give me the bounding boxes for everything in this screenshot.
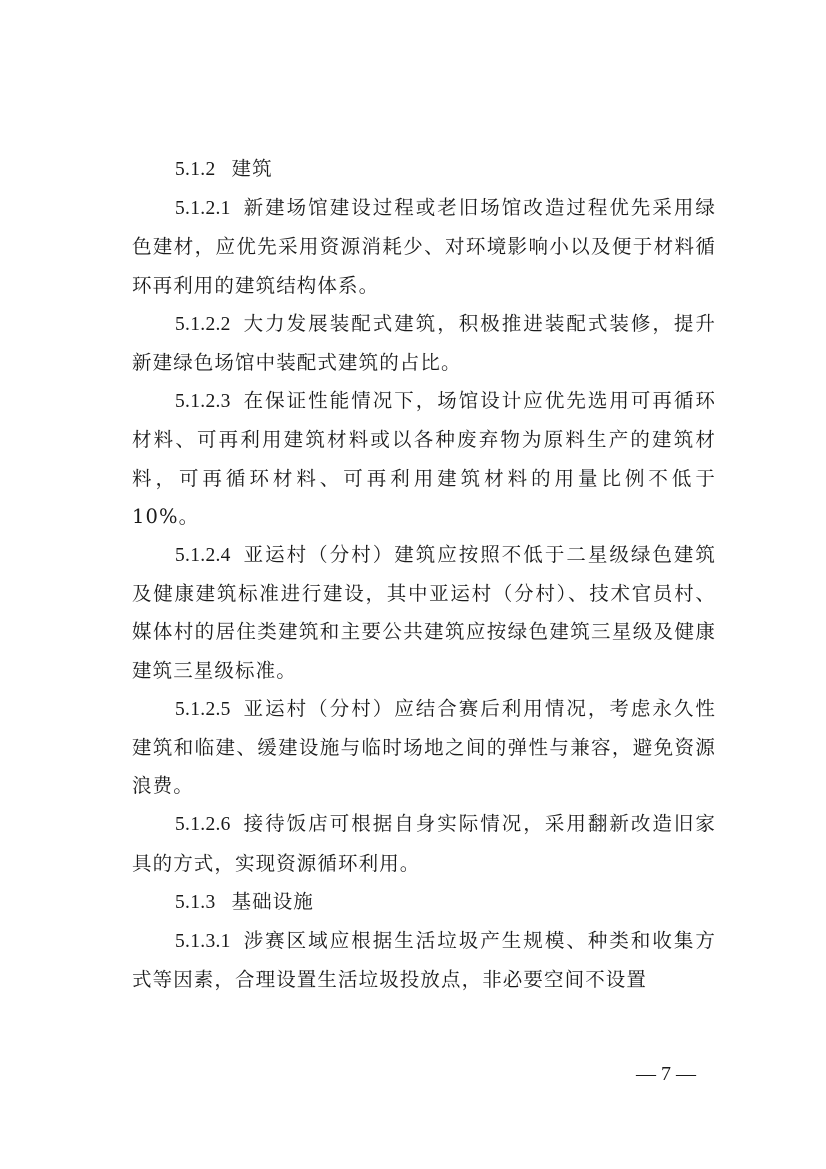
clause-text: 在保证性能情况下，场馆设计应优先选用可再循环材料、可再利用建筑材料或以各种废弃物为原料生产的建筑材料，可再循环材料、可再利用建筑材料的用量比例不低于 10%。 — [132, 389, 716, 528]
clause-number: 5.1.3.1 — [175, 931, 231, 953]
clause-5-1-3-1 — [132, 922, 716, 999]
clause-5-1-2-4 — [132, 536, 716, 690]
clause-number: 5.1.2.6 — [175, 814, 231, 836]
clause-5-1-2-2 — [132, 305, 716, 382]
section-number: 5.1.2 — [175, 159, 216, 180]
clause-text: 新建场馆建设过程或老旧场馆改造过程优先采用绿色建材，应优先采用资源消耗少、对环境影响小以及便于材料循环再利用的建筑结构体系。 — [132, 196, 716, 297]
clause-number: 5.1.2.4 — [175, 545, 231, 567]
clause-5-1-2-5 — [132, 690, 716, 806]
clause-number: 5.1.2.5 — [175, 698, 231, 720]
clause-text: 接待饭店可根据自身实际情况，采用翻新改造旧家具的方式，实现资源循环利用。 — [132, 812, 716, 875]
document-body — [132, 150, 716, 999]
section-title: 基础设施 — [231, 889, 314, 913]
clause-5-1-2-1 — [132, 189, 716, 305]
clause-5-1-2-6 — [132, 805, 716, 882]
clause-text: 涉赛区域应根据生活垃圾产生规模、种类和收集方式等因素，合理设置生活垃圾投放点，非必要空间不设置 — [132, 929, 716, 992]
section-heading-5-1-3 — [132, 883, 716, 922]
section-title: 建筑 — [231, 157, 273, 180]
clause-number: 5.1.2.2 — [175, 313, 231, 335]
clause-text: 亚运村（分村）建筑应按照不低于二星级绿色建筑及健康建筑标准进行建设，其中亚运村（分村）、技术官员村、媒体村的居住类建筑和主要公共建筑应按绿色建筑三星级及健康建筑三星级标准。 — [132, 543, 716, 682]
section-heading-5-1-2 — [132, 150, 716, 189]
section-number: 5.1.3 — [175, 891, 216, 913]
clause-text: 大力发展装配式建筑，积极推进装配式装修，提升新建绿色场馆中装配式建筑的占比。 — [132, 311, 716, 375]
clause-number: 5.1.2.3 — [175, 391, 231, 413]
page-number: — 7 — — [636, 1063, 696, 1085]
clause-text: 亚运村（分村）应结合赛后利用情况，考虑永久性建筑和临建、缓建设施与临时场地之间的弹性与兼容，避免资源浪费。 — [132, 696, 716, 798]
clause-5-1-2-3 — [132, 382, 716, 536]
clause-number: 5.1.2.1 — [175, 198, 231, 220]
